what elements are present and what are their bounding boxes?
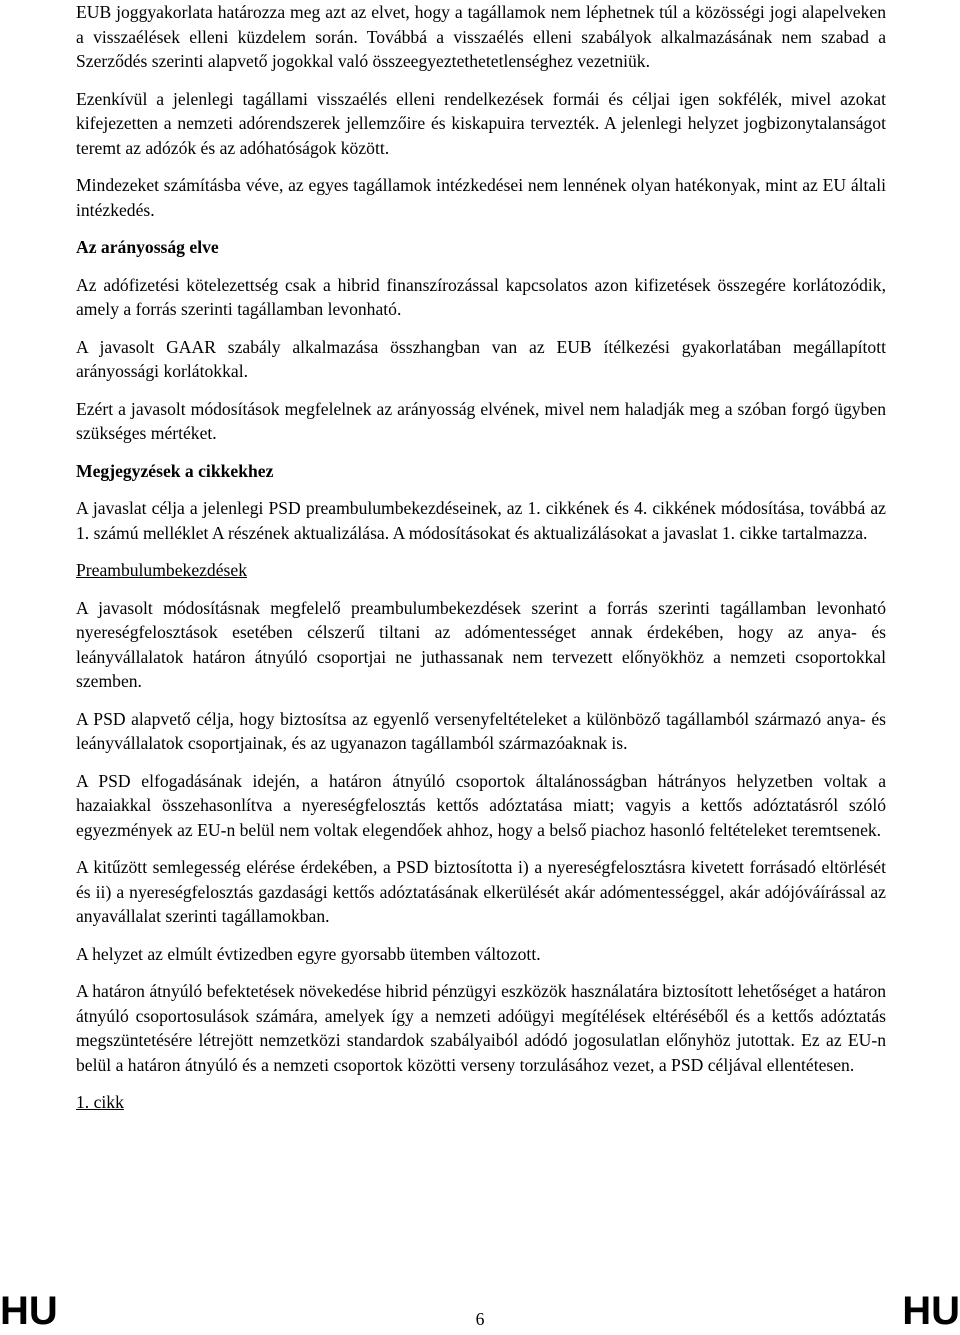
heading-proportionality: Az arányosság elve bbox=[76, 237, 219, 257]
paragraph-eub-case-law: EUB joggyakorlata határozza meg azt az elvet, hogy a tagállamok nem léphetnek túl a közösségi jogi alapelveken a visszaélések elleni küzdelem során. Továbbá a visszaélés elleni szabályok alkalmazásának nem szabad a Szerződés szerinti alapvető jogokkal való összeegyeztethetetlenséghez vezetniük. bbox=[76, 2, 886, 71]
paragraph-psd-adoption: A PSD elfogadásának idején, a határon átnyúló csoportok általánosságban hátrányos helyzetben voltak a hazaiakkal összehasonlítva a nyereségfelosztás kettős adóztatása miatt; vagyis a kettős adóztatásról szóló egyezmények az EU-n belül nem voltak elegendőek ahhoz, hogy a belső piachoz hasonló feltételeket teremtsenek. bbox=[76, 770, 886, 840]
footer-language-code-left: HU bbox=[0, 1289, 58, 1333]
paragraph-recitals-amendment: A javasolt módosításnak megfelelő preambulumbekezdések szerint a forrás szerinti tagállamban levonható nyereségfelosztások esetében célszerű tiltani az adómentességet annak érdekében, hogy az anya- és leányvállalatok határon átnyúló csoportjai ne juthassanak nem tervezett előnyökhöz a nemzeti csoportokkal szemben. bbox=[76, 597, 886, 691]
paragraph-psd-goal: A PSD alapvető célja, hogy biztosítsa az egyenlő versenyfeltételeket a különböző tagállamból származó anya- és leányvállalatok csoportjainak, és az ugyanazon tagállamból származóaknak is. bbox=[76, 708, 886, 753]
paragraph-neutrality: A kitűzött semlegesség elérése érdekében, a PSD biztosította i) a nyereségfelosztásra kivetett forrásadó eltörlését és ii) a nyereségfelosztás gazdasági kettős adóztatásának elkerülését akár adómentességgel, akár adójóváírással az anyavállalat szerinti tagállamokban. bbox=[76, 857, 886, 926]
document-body bbox=[76, 0, 886, 1128]
paragraph-situation-changed: A helyzet az elmúlt évtizedben egyre gyorsabb ütemben változott. bbox=[76, 943, 541, 964]
footer-language-code-right: HU bbox=[902, 1289, 960, 1333]
paragraph-current-rules: Ezenkívül a jelenlegi tagállami visszaélés elleni rendelkezések formái és céljai igen sokfélék, mivel azokat kifejezetten a nemzeti adórendszerek jellemzőire és kiskapuira tervezték. A jelenlegi helyzet jogbizonytalanságot teremt az adózók és az adóhatóságok között. bbox=[76, 88, 886, 158]
heading-article-notes: Megjegyzések a cikkekhez bbox=[76, 460, 274, 481]
paragraph-member-state-measures: Mindezeket számításba véve, az egyes tagállamok intézkedései nem lennének olyan hatékonyak, mint az EU általi intézkedés. bbox=[76, 175, 886, 220]
paragraph-proposal-aim: A javaslat célja a jelenlegi PSD preambulumbekezdéseinek, az 1. cikkének és 4. cikkének módosítása, továbbá az 1. számú melléklet A részének aktualizálása. A módosításokat és aktualizálásokat a javaslat 1. cikke tartalmazza. bbox=[76, 498, 886, 543]
paragraph-cross-border-investments: A határon átnyúló befektetések növekedése hibrid pénzügyi eszközök használatára biztosított lehetőséget a határon átnyúló csoportosulások számára, amelyek így a nemzeti adóügyi megítélések eltéréséből és a kettős adóztatás megszüntetésére létrejött nemzetközi standardok szabályaiból adódó jogosulatlan előnyhöz jutottak. Ez az EU-n belül a határon átnyúló és a nemzeti csoportok közötti verseny torzulásához vezet, a PSD céljával ellentétesen. bbox=[76, 981, 886, 1075]
heading-recitals: Preambulumbekezdések bbox=[76, 560, 247, 580]
paragraph-amendments-proportional: Ezért a javasolt módosítások megfelelnek az arányosság elvének, mivel nem haladják meg a szóban forgó ügyben szükséges mértéket. bbox=[76, 398, 886, 443]
heading-article-1: 1. cikk bbox=[76, 1092, 124, 1112]
page-number: 6 bbox=[475, 1309, 485, 1329]
paragraph-tax-obligation: Az adófizetési kötelezettség csak a hibrid finanszírozással kapcsolatos azon kifizetések összegére korlátozódik, amely a forrás szerinti tagállamban levonható. bbox=[76, 274, 886, 319]
paragraph-gaar-rule: A javasolt GAAR szabály alkalmazása összhangban van az EUB ítélkezési gyakorlatában megállapított arányossági korlátokkal. bbox=[76, 336, 886, 381]
